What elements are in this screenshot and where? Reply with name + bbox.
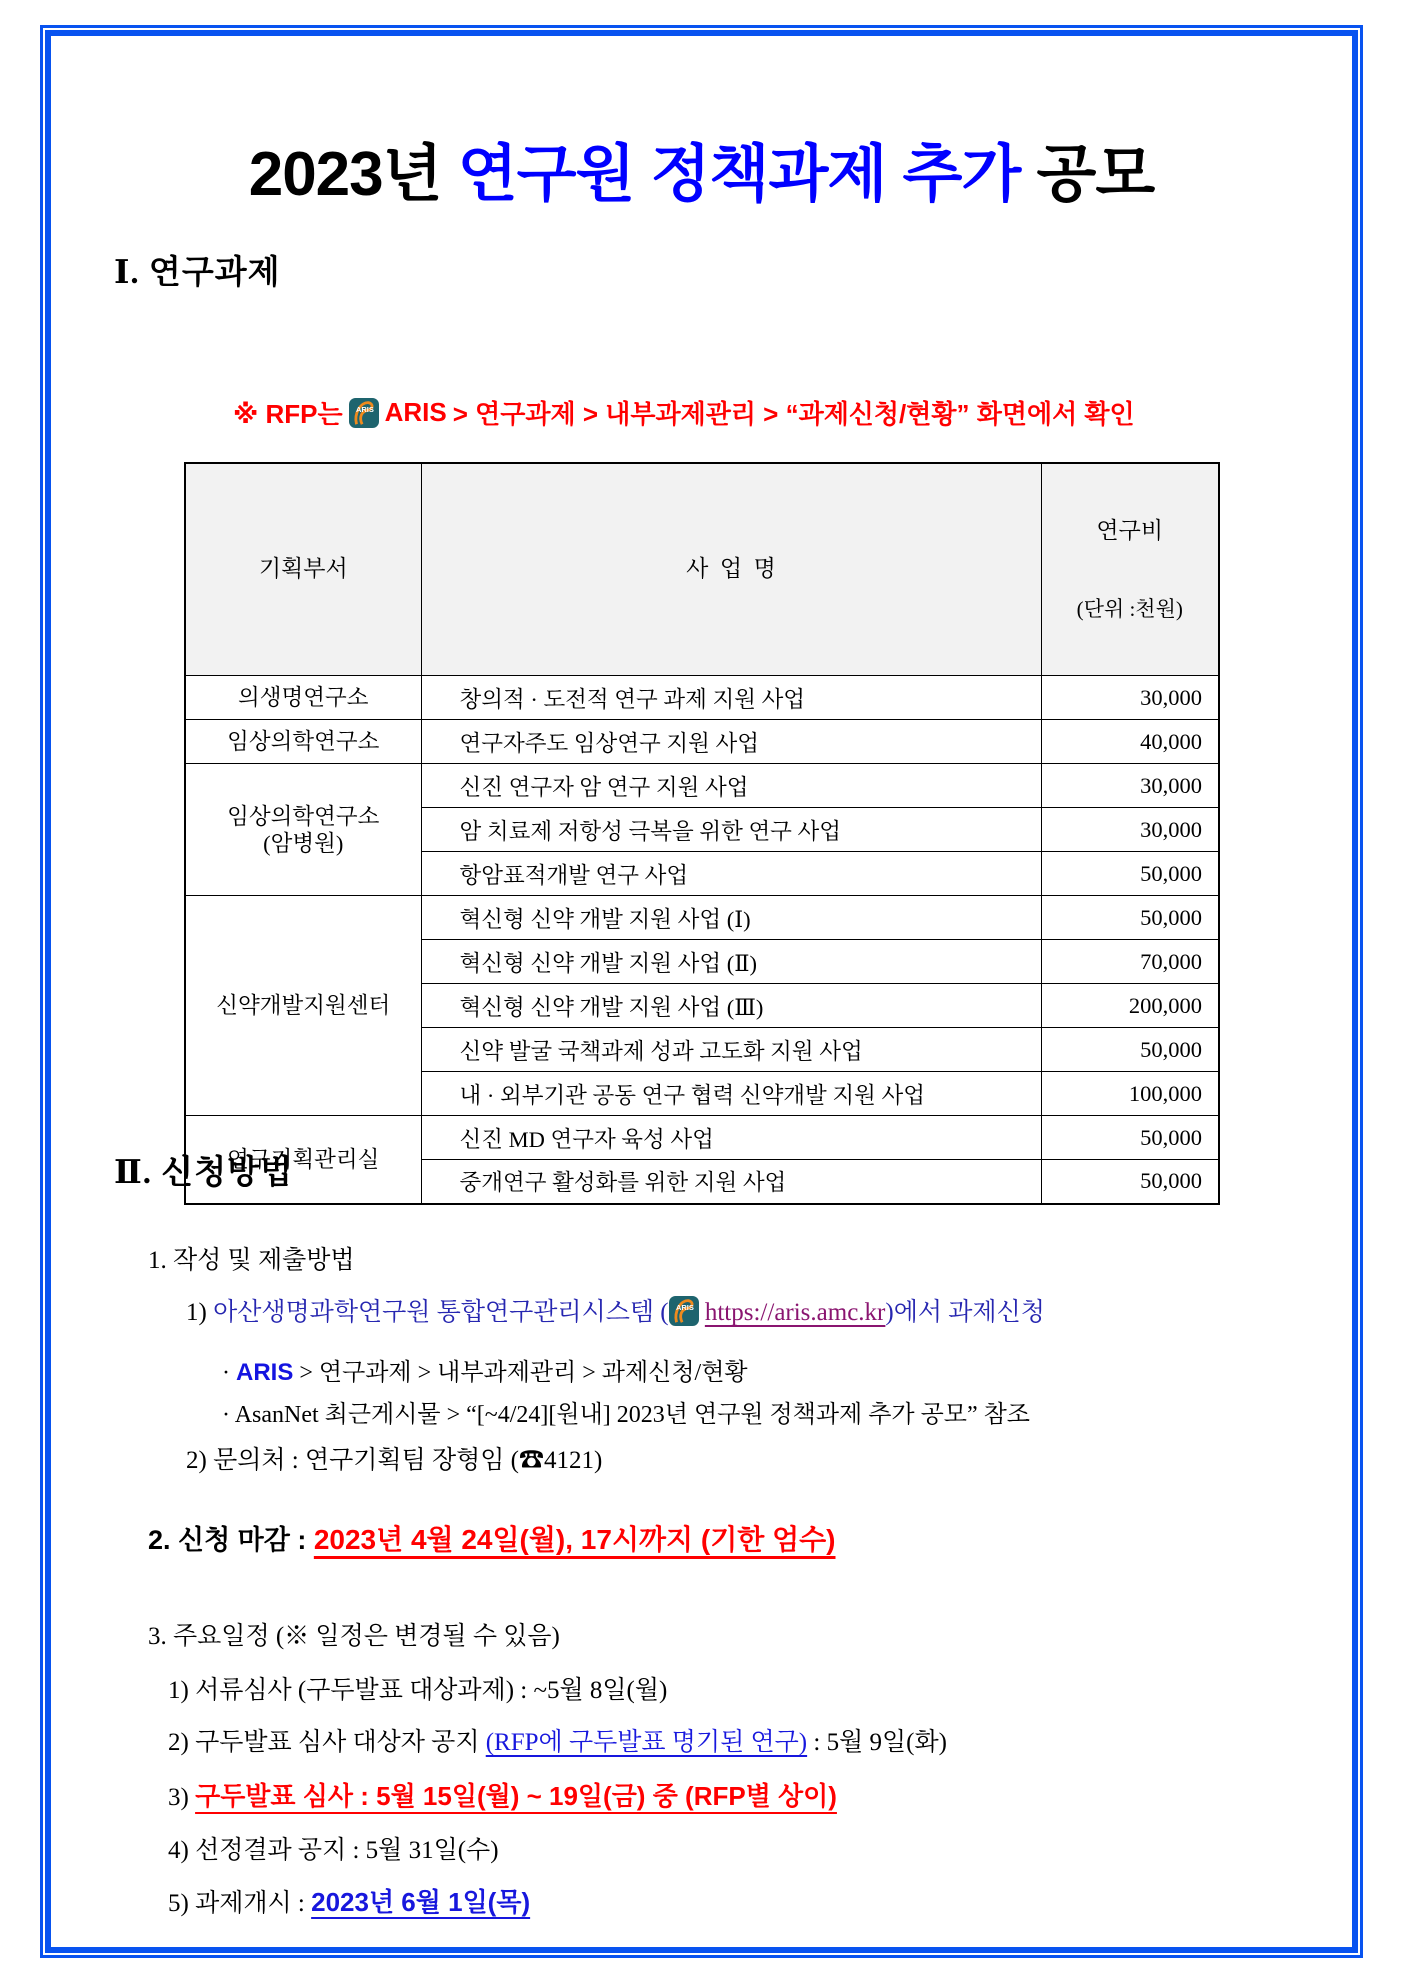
rfp-note-aris: ARIS (384, 397, 447, 427)
project-name-cell: 신진 MD 연구자 육성 사업 (421, 1116, 1041, 1160)
table-row (185, 896, 1219, 940)
bullet1-aris: ARIS (236, 1359, 294, 1386)
project-name-cell: 내 · 외부기관 공동 연구 협력 신약개발 지원 사업 (421, 1072, 1041, 1116)
budget-cell: 40,000 (1041, 720, 1219, 764)
aris-icon-label: ARIS (355, 404, 374, 414)
dept-cell: 의생명연구소 (185, 676, 421, 720)
item1-sub1 (186, 1292, 1045, 1328)
item1-bullet1 (222, 1352, 748, 1387)
project-name-cell: 암 치료제 저항성 극복을 위한 연구 사업 (421, 808, 1041, 852)
rfp-note (233, 394, 1135, 431)
project-name-cell: 연구자주도 임상연구 지원 사업 (421, 720, 1041, 764)
header-budget-line2: (단위 :천원) (1076, 597, 1183, 622)
project-name-cell: 항암표적개발 연구 사업 (421, 852, 1041, 896)
table-row (185, 676, 1219, 720)
schedule-2-text: 구두발표 심사 대상자 공지 (195, 1729, 486, 1756)
budget-cell: 30,000 (1041, 764, 1219, 808)
project-name-cell: 창의적 · 도전적 연구 과제 지원 사업 (421, 676, 1041, 720)
projects-table (184, 462, 1220, 1205)
item1-title: 1. 작성 및 제출방법 (148, 1247, 355, 1274)
header-dept: 기획부서 (185, 463, 421, 676)
schedule-3-number: 3) (168, 1784, 196, 1811)
budget-cell: 50,000 (1041, 896, 1219, 940)
item1-bullet2 (222, 1394, 1030, 1429)
rfp-note-prefix: ※ RFP는 (233, 399, 343, 429)
schedule-2-link: (RFP에 구두발표 명기된 연구) (485, 1729, 808, 1756)
aris-url-link[interactable]: https://aris.amc.kr (704, 1299, 886, 1326)
aris-icon (669, 1296, 699, 1326)
table-row (185, 720, 1219, 764)
dept-cell: 임상의학연구소 (185, 720, 421, 764)
budget-cell: 30,000 (1041, 676, 1219, 720)
dept-cell: 연구기획관리실 (185, 1116, 421, 1204)
table-row (185, 764, 1219, 808)
aris-icon-label: ARIS (675, 1303, 694, 1313)
section1-heading: Ⅰ. 연구과제 (114, 255, 281, 291)
budget-cell: 200,000 (1041, 984, 1219, 1028)
sub1-text-before: 아산생명과학연구원 통합연구관리시스템 ( (213, 1299, 669, 1326)
schedule-item-1: 1) 서류심사 (구두발표 대상과제) : ~5월 8일(월) (168, 1677, 668, 1704)
schedule-5-label: 과제개시 : (195, 1890, 312, 1917)
schedule-2-date: : 5월 9일(화) (807, 1729, 947, 1756)
project-name-cell: 혁신형 신약 개발 지원 사업 (Ⅱ) (421, 940, 1041, 984)
sub1-number: 1) (186, 1299, 214, 1326)
budget-cell: 30,000 (1041, 808, 1219, 852)
schedule-item-3 (168, 1776, 837, 1813)
bullet2-text: AsanNet 최근게시물 > “[~4/24][원내] 2023년 연구원 정책과제 추가 공모” 참조 (234, 1402, 1030, 1428)
dept-cell (185, 764, 421, 896)
dept-name: 임상의학연구소 (227, 803, 380, 829)
project-name-cell: 중개연구 활성화를 위한 지원 사업 (421, 1160, 1041, 1204)
page-title (0, 124, 1403, 213)
budget-cell: 70,000 (1041, 940, 1219, 984)
rfp-note-path: > 연구과제 > 내부과제관리 > “과제신청/현황” 화면에서 확인 (452, 399, 1135, 429)
bullet-marker: · (222, 1402, 230, 1428)
schedule-item-5 (168, 1882, 530, 1919)
item1-contact: 2) 문의처 : 연구기획팀 장형임 (☎4121) (186, 1447, 603, 1474)
dept-cell: 신약개발지원센터 (185, 896, 421, 1116)
project-name-cell: 신약 발굴 국책과제 성과 고도화 지원 사업 (421, 1028, 1041, 1072)
header-project-name: 사 업 명 (421, 463, 1041, 676)
schedule-3-text: 구두발표 심사 : 5월 15일(월) ~ 19일(금) 중 (RFP별 상이) (195, 1781, 837, 1811)
budget-cell: 50,000 (1041, 1160, 1219, 1204)
sub1-text-after: )에서 과제신청 (885, 1299, 1045, 1326)
aris-icon (349, 398, 379, 428)
table-row (185, 1116, 1219, 1160)
title-suffix: 공모 (1020, 139, 1155, 209)
bullet1-rest: > 연구과제 > 내부과제관리 > 과제신청/현황 (293, 1360, 748, 1386)
schedule-5-date: 2023년 6월 1일(목) (311, 1887, 531, 1917)
bullet-marker: · (222, 1360, 230, 1386)
table-header-row (185, 463, 1219, 676)
schedule-2-number: 2) (168, 1729, 196, 1756)
project-name-cell: 혁신형 신약 개발 지원 사업 (Ⅲ) (421, 984, 1041, 1028)
header-budget (1041, 463, 1219, 676)
schedule-5-number: 5) (168, 1890, 196, 1917)
schedule-item-4: 4) 선정결과 공지 : 5월 31일(수) (168, 1837, 499, 1864)
project-name-cell: 신진 연구자 암 연구 지원 사업 (421, 764, 1041, 808)
deadline-label: 2. 신청 마감 : (148, 1525, 314, 1555)
project-name-cell: 혁신형 신약 개발 지원 사업 (Ⅰ) (421, 896, 1041, 940)
title-highlight: 연구원 정책과제 추가 (457, 139, 1021, 209)
deadline-line (148, 1518, 836, 1558)
dept-sub-name: (암병원) (263, 830, 344, 856)
budget-cell: 50,000 (1041, 1116, 1219, 1160)
schedule-item-2 (168, 1722, 947, 1758)
title-year: 2023년 (248, 139, 458, 209)
budget-cell: 100,000 (1041, 1072, 1219, 1116)
budget-cell: 50,000 (1041, 1028, 1219, 1072)
schedule-title: 3. 주요일정 (※ 일정은 변경될 수 있음) (148, 1623, 560, 1650)
section2-heading: Ⅱ. 신청방법 (114, 1155, 293, 1191)
deadline-value: 2023년 4월 24일(월), 17시까지 (기한 엄수) (313, 1524, 836, 1555)
header-budget-line1: 연구비 (1096, 517, 1164, 543)
budget-cell: 50,000 (1041, 852, 1219, 896)
